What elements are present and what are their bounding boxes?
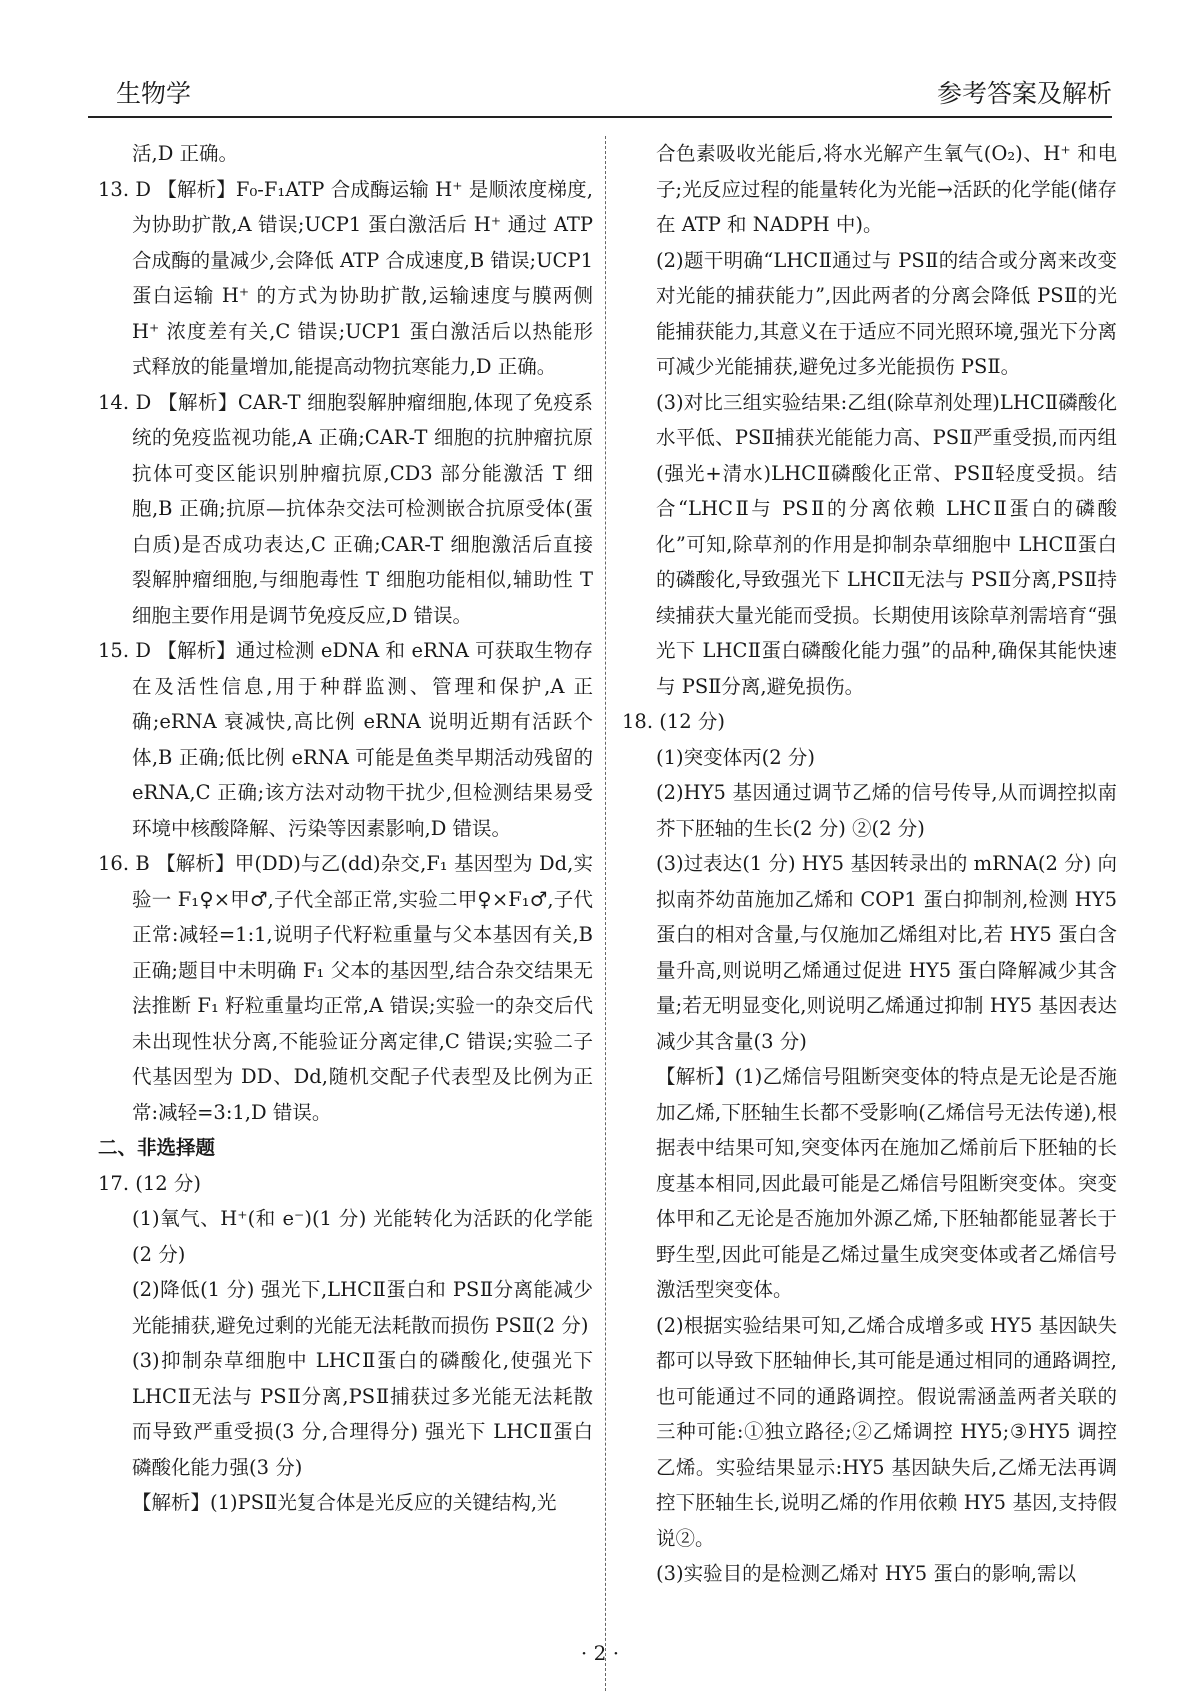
paragraph: (2)降低(1 分) 强光下,LHCⅡ蛋白和 PSⅡ分离能减少光能捕获,避免过剩的光能无法耗散而损伤 PSⅡ(2 分)	[132, 1278, 593, 1337]
doc-type-title: 参考答案及解析	[936, 79, 1112, 108]
subject-title: 生物学	[116, 79, 192, 108]
paragraph: 16. B 【解析】甲(DD)与乙(dd)杂交,F₁ 基因型为 Dd,实验一 F₁♀×甲♂,子代全部正常,实验二甲♀×F₁♂,子代正常:减轻=1:1,说明子代籽粒重量与父本基因有关,B 正确;题目中未明确 F₁ 父本的基因型,结合杂交结果无法推断 F₁ 籽粒重量均正常,A 错误;实验一的杂交后代未出现性状分离,不能验证分离定律,C 错误;实验二子代基因型为 DD、Dd,随机交配子代表型及比例为正常:减轻=3:1,D 错误。	[98, 852, 593, 1124]
paragraph: (3)过表达(1 分) HY5 基因转录出的 mRNA(2 分) 向拟南芥幼苗施加乙烯和 COP1 蛋白抑制剂,检测 HY5 蛋白的相对含量,与仅施加乙烯组对比,若 HY5 蛋白含量升高,则说明乙烯通过促进 HY5 蛋白降解减少其含量;若无明显变化,则说明乙烯通过抑制 HY5 基因表达减少其含量(3 分)	[656, 852, 1117, 1053]
right-column	[622, 136, 1117, 1592]
paragraph: (1)氧气、H⁺(和 e⁻)(1 分) 光能转化为活跃的化学能(2 分)	[132, 1207, 593, 1266]
paragraph: 18. (12 分)	[622, 710, 725, 733]
paragraph: 17. (12 分)	[98, 1171, 201, 1195]
paragraph: 【解析】(1)乙烯信号阻断突变体的特点是无论是否施加乙烯,下胚轴生长都不受影响(乙烯信号无法传递),根据表中结果可知,突变体丙在施加乙烯前后下胚轴的长度基本相同,因此最可能是乙烯信号阻断突变体。突变体甲和乙无论是否施加外源乙烯,下胚轴都能显著长于野生型,因此可能是乙烯过量生成突变体或者乙烯信号激活型突变体。	[656, 1065, 1117, 1301]
paragraph: 二、非选择题	[98, 1136, 216, 1159]
paragraph: (2)HY5 基因通过调节乙烯的信号传导,从而调控拟南芥下胚轴的生长(2 分) ②(2 分)	[656, 781, 1117, 840]
paragraph: 活,D 正确。	[132, 142, 239, 165]
column-divider	[605, 136, 606, 1691]
paragraph: 合色素吸收光能后,将水光解产生氧气(O₂)、H⁺ 和电子;光反应过程的能量转化为光能→活跃的化学能(储存在 ATP 和 NADPH 中)。	[656, 142, 1117, 236]
paragraph: 14. D 【解析】CAR-T 细胞裂解肿瘤细胞,体现了免疫系统的免疫监视功能,A 正确;CAR-T 细胞的抗肿瘤抗原抗体可变区能识别肿瘤抗原,CD3 部分能激活 T 细胞,B 正确;抗原—抗体杂交法可检测嵌合抗原受体(蛋白质)是否成功表达,C 正确;CAR-T 细胞激活后直接裂解肿瘤细胞,与细胞毒性 T 细胞功能相似,辅助性 T 细胞主要作用是调节免疫反应,D 错误。	[98, 390, 593, 627]
paragraph: (2)题干明确“LHCⅡ通过与 PSⅡ的结合或分离来改变对光能的捕获能力”,因此两者的分离会降低 PSⅡ的光能捕获能力,其意义在于适应不同光照环境,强光下分离可减少光能捕获,避免过多光能损伤 PSⅡ。	[656, 248, 1117, 378]
paragraph: (2)根据实验结果可知,乙烯合成增多或 HY5 基因缺失都可以导致下胚轴伸长,其可能是通过相同的通路调控,也可能通过不同的通路调控。假说需涵盖两者关联的三种可能:①独立路径;②乙烯调控 HY5;③HY5 调控乙烯。实验结果显示:HY5 基因缺失后,乙烯无法再调控下胚轴生长,说明乙烯的作用依赖 HY5 基因,支持假说②。	[656, 1313, 1117, 1550]
paragraph: (3)对比三组实验结果:乙组(除草剂处理)LHCⅡ磷酸化水平低、PSⅡ捕获光能能力高、PSⅡ严重受损,而丙组(强光+清水)LHCⅡ磷酸化正常、PSⅡ轻度受损。结合“LHCⅡ与 PSⅡ的分离依赖 LHCⅡ蛋白的磷酸化”可知,除草剂的作用是抑制杂草细胞中 LHCⅡ蛋白的磷酸化,导致强光下 LHCⅡ无法与 PSⅡ分离,PSⅡ持续捕获大量光能而受损。长期使用该除草剂需培育“强光下 LHCⅡ蛋白磷酸化能力强”的品种,确保其能快速与 PSⅡ分离,避免损伤。	[656, 390, 1117, 698]
page-header	[88, 68, 1112, 118]
paragraph: 【解析】(1)PSⅡ光复合体是光反应的关键结构,光	[132, 1491, 557, 1514]
paragraph: 15. D 【解析】通过检测 eDNA 和 eRNA 可获取生物存在及活性信息,用于种群监测、管理和保护,A 正确;eRNA 衰减快,高比例 eRNA 说明近期有活跃个体,B 正确;低比例 eRNA 可能是鱼类早期活动残留的 eRNA,C 正确;该方法对动物干扰少,但检测结果易受环境中核酸降解、污染等因素影响,D 错误。	[98, 639, 593, 840]
left-column	[98, 136, 593, 1521]
paragraph: (3)实验目的是检测乙烯对 HY5 蛋白的影响,需以	[656, 1562, 1077, 1585]
paragraph: 13. D 【解析】F₀-F₁ATP 合成酶运输 H⁺ 是顺浓度梯度,为协助扩散,A 错误;UCP1 蛋白激活后 H⁺ 通过 ATP 合成酶的量减少,会降低 ATP 合成速度,B 错误;UCP1 蛋白运输 H⁺ 的方式为协助扩散,运输速度与膜两侧 H⁺ 浓度差有关,C 错误;UCP1 蛋白激活后以热能形式释放的能量增加,能提高动物抗寒能力,D 正确。	[98, 177, 593, 378]
page-number: · 2 ·	[580, 1641, 620, 1665]
paragraph: (3)抑制杂草细胞中 LHCⅡ蛋白的磷酸化,使强光下 LHCⅡ无法与 PSⅡ分离,PSⅡ捕获过多光能无法耗散而导致严重受损(3 分,合理得分) 强光下 LHCⅡ蛋白磷酸化能力强(3 分)	[132, 1349, 593, 1479]
paragraph: (1)突变体丙(2 分)	[656, 745, 815, 769]
